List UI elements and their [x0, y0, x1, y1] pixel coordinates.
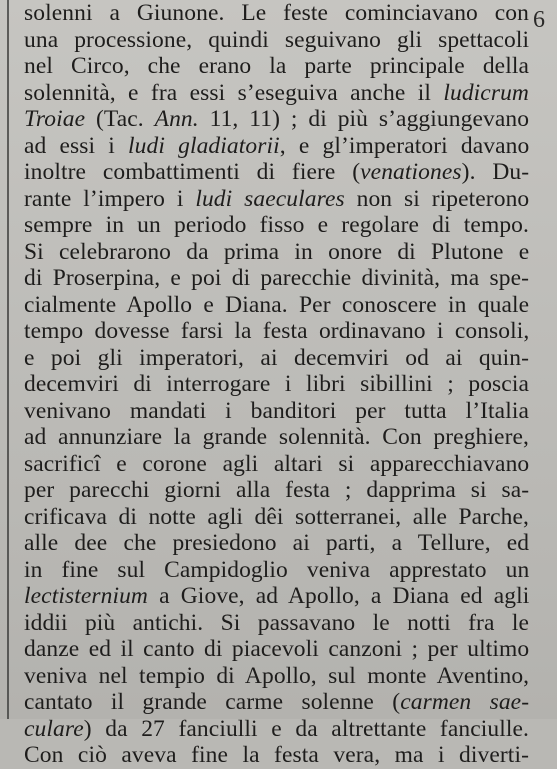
text-span: una processione, quindi seguivano gli spettacoli: [24, 26, 530, 53]
text-span: crificava di notte agli dêi sotterranei, alle Parche,: [24, 503, 529, 530]
text-span: sacrificî e corone agli altari si apparecchiavano: [24, 450, 530, 477]
text-span: nel Circo, che erano la parte principale della: [24, 53, 529, 79]
margin-rule: [7, 0, 9, 719]
italic-span: lectisternium: [24, 583, 148, 609]
text-span: ) da 27 fanciulli e da altrettante fanciulle.: [83, 715, 529, 742]
text-span: solennità, e fra essi s’eseguiva anche il: [24, 79, 444, 106]
italic-span: ludicrum: [443, 79, 529, 106]
text-span: non si ripeterono: [344, 185, 530, 212]
text-span: Con ciò aveva fine la festa vera, ma i diverti-: [24, 742, 529, 768]
text-line-21: [24, 530, 529, 557]
text-span: 11, 11) ; di più s’aggiungevano: [198, 106, 530, 132]
italic-span: venationes: [360, 159, 462, 185]
text-span: iddii più antichi. Si passavano le notti fra le: [24, 609, 529, 636]
text-line-20: [24, 504, 529, 531]
text-line-29: [24, 742, 529, 769]
text-span: veniva nel tempio di Apollo, sul monte Aventino,: [24, 662, 530, 689]
page-number: 6: [533, 7, 545, 33]
text-span: tempo dovesse farsi la festa ordinavano i consoli,: [24, 318, 530, 344]
text-line-16: [24, 398, 529, 425]
text-span: ad essi i: [24, 132, 129, 159]
text-span: sempre in un periodo fisso e regolare di tempo.: [24, 212, 529, 238]
text-line-24: [24, 610, 529, 637]
text-span: cantato il grande carme solenne (: [24, 689, 401, 715]
text-line-6: [24, 133, 529, 160]
body-text: [24, 0, 529, 769]
text-line-2: [24, 27, 529, 54]
text-line-5: [24, 106, 529, 133]
text-span: , e gl’imperatori davano: [279, 132, 530, 159]
text-line-19: [24, 477, 529, 504]
text-span: ). Du-: [461, 159, 530, 185]
text-line-8: [24, 186, 529, 213]
text-span: danze ed il canto di piacevoli canzoni ; per ultimo: [24, 636, 530, 662]
text-span: Si celebrarono da prima in onore di Plutone e: [24, 238, 530, 265]
text-line-3: [24, 53, 529, 80]
italic-span: ludi saeculares: [195, 185, 345, 212]
text-line-9: [24, 212, 529, 239]
text-line-11: [24, 265, 529, 292]
text-span: rante l’impero i: [24, 185, 196, 212]
text-line-27: [24, 689, 529, 716]
text-line-10: [24, 239, 529, 266]
text-line-28: [24, 716, 529, 743]
text-span: di Proserpina, e poi di parecchie divinità, ma spe-: [24, 265, 530, 291]
text-span: decemviri di interrogare i libri sibillini ; poscia: [24, 371, 529, 397]
text-span: venivano mandati i banditori per tutta l’Italia: [24, 397, 529, 424]
text-line-18: [24, 451, 529, 478]
italic-span: Troiae: [24, 106, 86, 132]
text-line-4: [24, 80, 529, 107]
text-span: e poi gli imperatori, ai decemviri od ai quin-: [24, 344, 529, 371]
text-span: cialmente Apollo e Diana. Per conoscere in quale: [24, 291, 530, 318]
text-span: per parecchi giorni alla festa ; dapprima si sa-: [24, 477, 530, 503]
text-span: alle dee che presiedono ai parti, a Tellure, ed: [24, 530, 530, 556]
text-span: (Tac.: [85, 106, 155, 132]
text-span: ad annunziare la grande solennità. Con preghiere,: [24, 424, 529, 450]
italic-span: culare: [24, 715, 84, 742]
text-line-17: [24, 424, 529, 451]
text-line-14: [24, 345, 529, 372]
text-line-22: [24, 557, 529, 584]
text-line-25: [24, 636, 529, 663]
text-line-26: [24, 663, 529, 690]
text-span: in fine sul Campidoglio veniva apprestato un: [24, 556, 530, 583]
text-line-23: [24, 583, 529, 610]
text-span: a Giove, ad Apollo, a Diana ed agli: [148, 583, 530, 609]
text-line-15: [24, 371, 529, 398]
text-span: inoltre combattimenti di fiere (: [24, 159, 361, 185]
italic-span: ludi gladiatorii: [128, 132, 280, 159]
text-line-7: [24, 159, 529, 186]
text-line-13: [24, 318, 529, 345]
italic-span: carmen sae-: [400, 689, 530, 715]
text-line-12: [24, 292, 529, 319]
text-span: solenni a Giunone. Le feste cominciavano con: [24, 0, 529, 26]
text-line-1: [24, 0, 529, 27]
italic-span: Ann.: [154, 106, 199, 132]
